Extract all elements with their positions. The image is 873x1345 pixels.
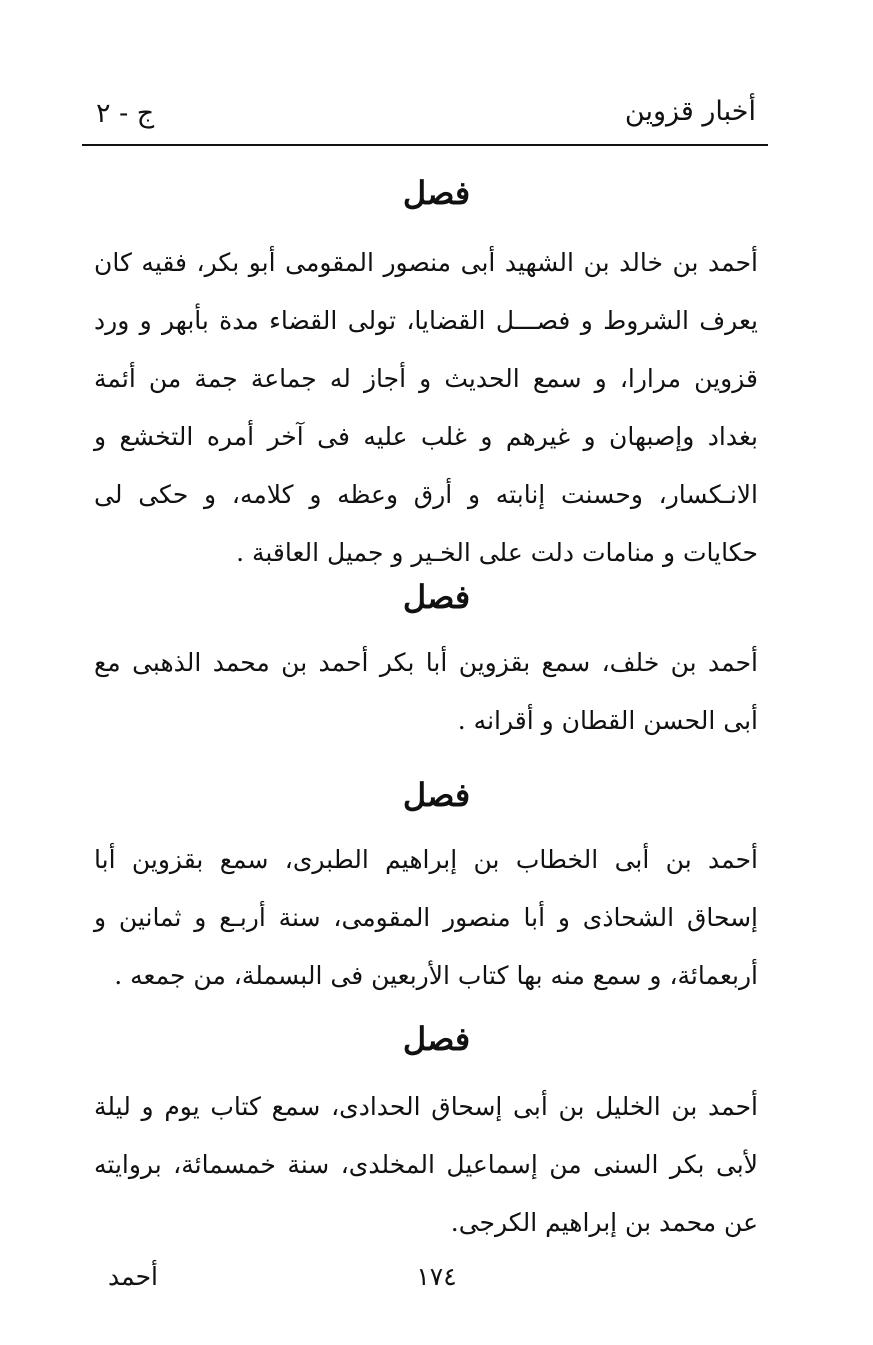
section-heading: فصل — [402, 174, 471, 212]
section-heading: فصل — [402, 578, 471, 616]
section-text: أحمد بن خلف، سمع بقزوين أبا بكر أحمد بن محمد الذهبى مع أبى الحسن القطان و أقرانه . — [94, 648, 758, 735]
section-text: أحمد بن خالد بن الشهيد أبى منصور المقومى أبو بكر، فقيه كان يعرف الشروط و فصـــل القضايا، تولى القضاء مدة بأبهر و ورد قزوين مرارا، و سمع الحديث و أجاز له جماعة جمة من أئمة بغداد وإصبهان و غيرهم و غلب عليه فى آخر أمره التخشع و الانـكسار، وحسنت إنابته و أرق وعظه و كلامه، و حكى لى حكايات و منامات دلت على الخـير و جميل العاقبة . — [94, 248, 758, 567]
section-text: أحمد بن أبى الخطاب بن إبراهيم الطبرى، سمع بقزوين أبا إسحاق الشحاذى و أبا منصور المقومى، سنة أربـع و ثمانين و أربعمائة، و سمع منه بها كتاب الأربعين فى البسملة، من جمعه . — [94, 845, 758, 990]
running-header — [82, 92, 768, 146]
section-heading: فصل — [402, 776, 471, 814]
volume-label: ج - ٢ — [96, 98, 155, 129]
section-heading: فصل — [402, 1020, 471, 1058]
catchword: أحمد — [108, 1262, 158, 1291]
book-title: أخبار قزوين — [624, 96, 756, 127]
section-text: أحمد بن الخليل بن أبى إسحاق الحدادى، سمع كتاب يوم و ليلة لأبى بكر السنى من إسماعيل المخلدى، سنة خمسمائة، بروايته عن محمد بن إبراهيم الكرجى. — [94, 1092, 758, 1237]
page-number: ١٧٤ — [416, 1262, 457, 1291]
